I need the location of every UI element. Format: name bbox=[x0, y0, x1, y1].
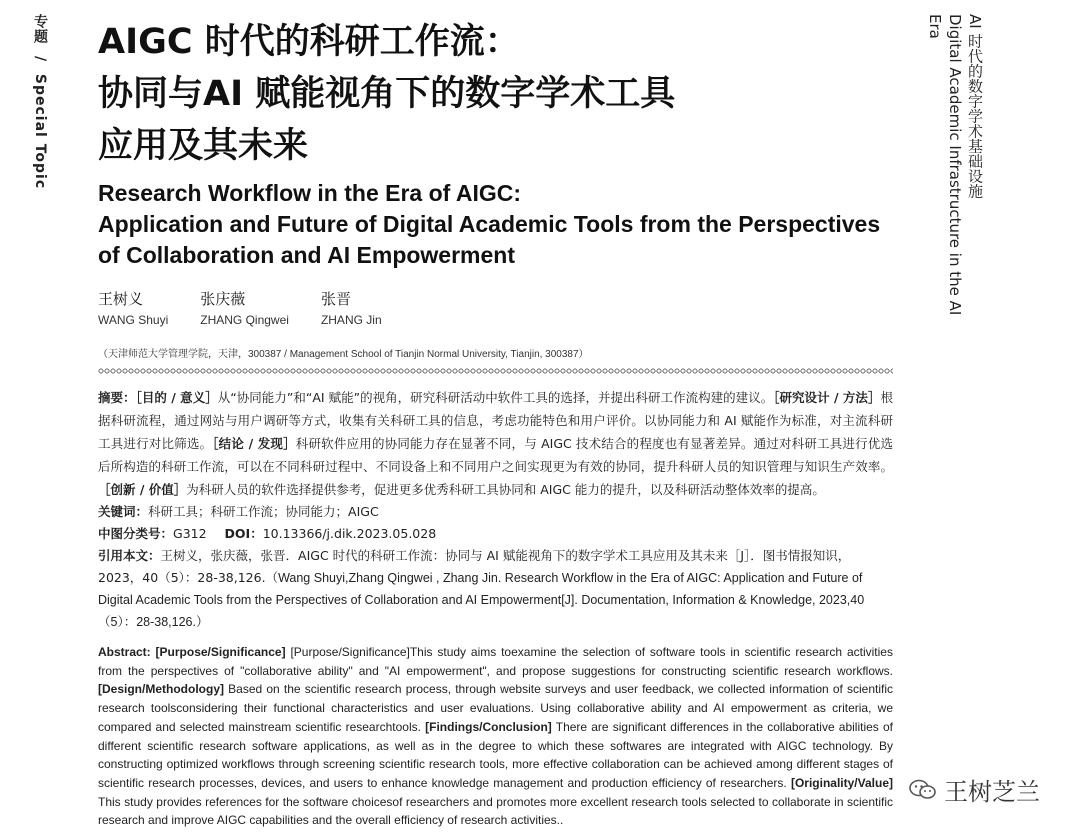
keywords-label: 关键词： bbox=[98, 504, 149, 519]
abstract-cn-label: 摘要： bbox=[98, 390, 136, 405]
watermark-text: 王树芝兰 bbox=[944, 778, 1040, 806]
citation-en: （Wang Shuyi,Zhang Qingwei , Zhang Jin. Research Workflow in the Era of AIGC: Application and Future of Digital Academic Tools from the Perspectives of Collaboration and AI Empowerment[J]. Documentation, Information & Knowledge, 2023,40（5）：28-38,126.） bbox=[98, 571, 865, 629]
title-cn-line: 应用及其未来 bbox=[98, 126, 309, 166]
purpose-label-en: [Purpose/Significance] bbox=[155, 645, 286, 659]
wechat-icon bbox=[908, 778, 938, 802]
column-title-en: Digital Academic Infrastructure in the AI Era bbox=[926, 14, 964, 316]
keywords bbox=[98, 501, 893, 523]
value-text-en: This study provides references for the software choicesof researchers and promotes more excellent research tools selected to collaborate in scientific research and improve AIGC capabilities and the overall efficiency of research activities.. bbox=[98, 794, 893, 828]
citation-label: 引用本文： bbox=[98, 548, 161, 563]
findings-text: 科研软件应用的协同能力存在显著不同，与 AIGC 技术结合的程度也有显著差异。通过对科研工具进行优选后所构造的科研工作流，可以在不同科研过程中、不同设备上和不同用户之间实现更为有效的协同，提升科研人员的知识管理与知识生产效率。 bbox=[98, 436, 893, 474]
findings-text-en: There are significant differences in the collaborative abilities of different scientific research software applications, as well as in the degree to which these softwares are integrated with AIGC technology. By constructing optimized workflows through screening scientific research tools, more effective collaboration can be achieved among different stages of scientific research processes, devices, and users to enhance knowledge management and production efficiency of researchers. bbox=[98, 719, 893, 790]
wechat-watermark bbox=[904, 770, 1044, 809]
author-list bbox=[98, 289, 893, 331]
clc-group bbox=[98, 526, 207, 541]
section-tag-slash: / bbox=[32, 55, 48, 62]
findings-label: ［结论 / 发现］ bbox=[212, 436, 296, 451]
title-cn-line: 协同与AI 赋能视角下的数字学术工具 bbox=[98, 74, 676, 114]
affiliation: （天津师范大学管理学院，天津，300387 / Management School of Tianjin Normal University, Tianjin, 300387） bbox=[98, 349, 589, 360]
author-name-cn: 张庆薇 bbox=[200, 290, 246, 308]
clc-value: G312 bbox=[173, 526, 207, 541]
doi-group bbox=[225, 526, 437, 541]
doi-value: 10.13366/j.dik.2023.05.028 bbox=[262, 526, 437, 541]
title-en bbox=[98, 178, 893, 271]
citation bbox=[98, 545, 893, 633]
design-text-en: Based on the scientific research process, through website surveys and user feedback, we collected information of scientific research toolsconsidering their functional characteristics and user evaluations. Using collaborative ability and AI empowerment as criteria, we compared and selected mainstream scientific researchtools. bbox=[98, 682, 894, 734]
design-label-en: [Design/Methodology] bbox=[98, 682, 224, 697]
abstract-en bbox=[98, 643, 893, 830]
design-label: ［研究设计 / 方法］ bbox=[773, 390, 881, 405]
author bbox=[98, 289, 168, 331]
value-label: ［创新 / 价值］ bbox=[98, 482, 187, 497]
article-header bbox=[98, 16, 893, 830]
title-en-line: of Collaboration and AI Empowerment bbox=[98, 242, 515, 268]
section-tag bbox=[28, 14, 50, 189]
title-en-line: Application and Future of Digital Academic Tools from the Perspectives bbox=[98, 211, 881, 237]
title-cn bbox=[98, 16, 893, 172]
title-en-line: Research Workflow in the Era of AIGC: bbox=[98, 180, 522, 206]
author-name-en: WANG Shuyi bbox=[98, 313, 169, 327]
design-text: 根据科研流程，通过网站与用户调研等方式，收集有关科研工具的信息，考虑功能特色和用户评价。以协同能力和 AI 赋能作为标准，对主流科研工具进行对比筛选。 bbox=[98, 390, 893, 451]
author bbox=[321, 289, 382, 331]
purpose-text: 从“协同能力”和“AI 赋能”的视角，研究科研活动中软件工具的选择，并提出科研工作流构建的建议。 bbox=[217, 390, 774, 405]
purpose-text-en: [Purpose/Significance]This study aims toexamine the selection of software tools in scientific research activities from the perspectives of "collaborative ability" and "AI empowerment", and propose suggestions for constructing scientific research workflows. bbox=[98, 645, 893, 678]
section-tag-cn: 专题 bbox=[32, 14, 48, 44]
author-name-cn: 王树义 bbox=[98, 290, 144, 308]
author-name-en: ZHANG Jin bbox=[320, 313, 382, 327]
keywords-text: 科研工具；科研工作流；协同能力；AIGC bbox=[148, 504, 379, 519]
abstract-en-label: Abstract: bbox=[98, 645, 151, 659]
title-cn-line: AIGC 时代的科研工作流： bbox=[98, 22, 520, 62]
purpose-label: ［目的 / 意义］ bbox=[135, 390, 218, 405]
value-text: 为科研人员的软件选择提供参考，促进更多优秀科研工具协同和 AIGC 能力的提升，以及科研活动整体效率的提高。 bbox=[186, 482, 825, 497]
author bbox=[200, 289, 289, 331]
citation-cn: 王树义，张庆薇，张晋．AIGC 时代的科研工作流：协同与 AI 赋能视角下的数字学术工具应用及其未来［J］．图书情报知识，2023，40（5）：28-38,126. bbox=[98, 548, 851, 585]
author-name-cn: 张晋 bbox=[320, 290, 351, 308]
findings-label-en: [Findings/Conclusion] bbox=[425, 719, 552, 734]
column-title bbox=[925, 14, 985, 324]
classification bbox=[98, 523, 893, 545]
column-title-cn: AI 时代的数字学术基础设施 bbox=[966, 14, 984, 199]
abstract-cn bbox=[98, 386, 893, 501]
section-tag-en: Special Topic bbox=[32, 73, 48, 190]
ornamental-divider bbox=[98, 368, 893, 374]
author-name-en: ZHANG Qingwei bbox=[200, 313, 289, 327]
value-label-en: [Originality/Value] bbox=[790, 775, 893, 790]
clc-label: 中图分类号： bbox=[98, 526, 174, 541]
doi-label: DOI： bbox=[224, 526, 263, 541]
